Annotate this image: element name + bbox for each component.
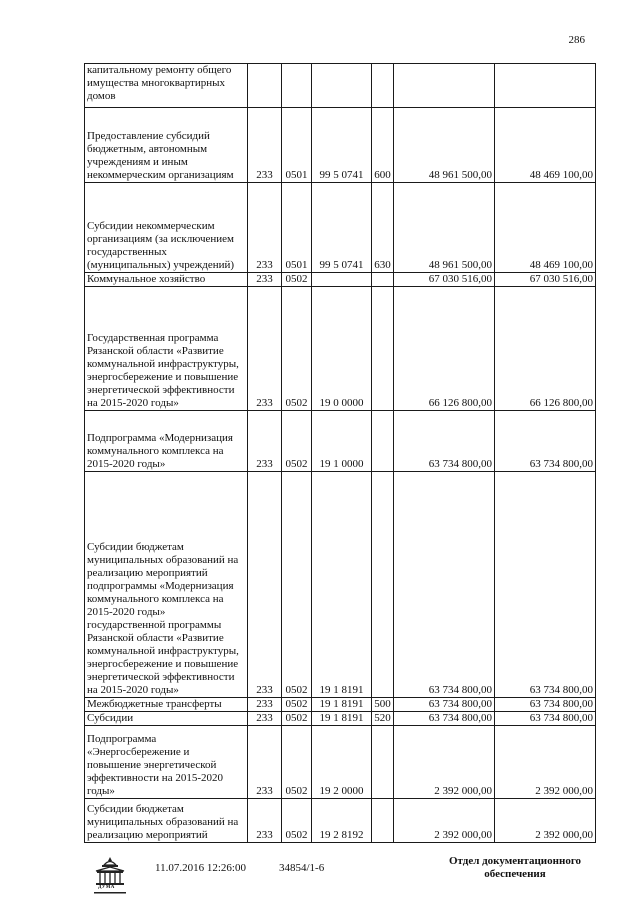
grbs-cell: 233 (248, 411, 282, 472)
expense-type-cell: 630 (372, 183, 394, 273)
duma-logo-icon (90, 855, 130, 897)
target-article-cell: 99 5 0741 (312, 108, 372, 183)
expense-type-cell (372, 726, 394, 799)
sum-2015-cell: 66 126 800,00 (394, 287, 495, 411)
target-article-cell: 19 2 8192 (312, 799, 372, 843)
target-article-cell: 19 0 0000 (312, 287, 372, 411)
section-cell: 0501 (282, 108, 312, 183)
grbs-cell: 233 (248, 273, 282, 287)
target-article-cell: 19 1 0000 (312, 411, 372, 472)
sum-2016-cell: 67 030 516,00 (495, 273, 596, 287)
sum-2015-cell: 2 392 000,00 (394, 726, 495, 799)
page-footer (0, 852, 640, 902)
sum-2016-cell: 2 392 000,00 (495, 799, 596, 843)
sum-2015-cell: 63 734 800,00 (394, 712, 495, 726)
target-article-cell: 19 2 0000 (312, 726, 372, 799)
section-cell: 0502 (282, 287, 312, 411)
table-row (85, 273, 596, 287)
grbs-cell: 233 (248, 472, 282, 698)
target-article-cell (312, 64, 372, 108)
sum-2015-cell (394, 64, 495, 108)
row-name-cell: Субсидии бюджетам муниципальных образований на реализацию мероприятий (85, 799, 248, 843)
row-name-cell: Подпрограмма «Энергосбережение и повышение энергетической эффективности на 2015-2020 годы» (85, 726, 248, 799)
expense-type-cell: 520 (372, 712, 394, 726)
grbs-cell: 233 (248, 698, 282, 712)
department-line-2: обеспечения (484, 868, 546, 880)
department-line-1: Отдел документационного (448, 855, 582, 867)
expense-type-cell (372, 799, 394, 843)
section-cell: 0502 (282, 799, 312, 843)
expense-type-cell (372, 287, 394, 411)
table-row (85, 698, 596, 712)
table-row (85, 287, 596, 411)
table-row (85, 726, 596, 799)
sum-2016-cell: 48 469 100,00 (495, 183, 596, 273)
section-cell: 0501 (282, 183, 312, 273)
table-row (85, 64, 596, 108)
timestamp: 11.07.2016 12:26:00 (155, 862, 246, 874)
table-row (85, 712, 596, 726)
grbs-cell (248, 64, 282, 108)
grbs-cell: 233 (248, 287, 282, 411)
section-cell: 0502 (282, 472, 312, 698)
sum-2016-cell (495, 64, 596, 108)
expense-type-cell: 500 (372, 698, 394, 712)
target-article-cell: 19 1 8191 (312, 472, 372, 698)
grbs-cell: 233 (248, 108, 282, 183)
row-name-cell: Субсидии бюджетам муниципальных образований на реализацию мероприятий подпрограммы «Модернизация коммунального комплекса на 2015-2020 годы» государственной программы Рязанской области «Развитие коммунальной инфраструктуры, энергосбережение и повышение энергетической эффективности на 2015-2020 годы» (85, 472, 248, 698)
row-name-cell: Коммунальное хозяйство (85, 273, 248, 287)
row-name-cell: капитальному ремонту общего имущества многоквартирных домов (85, 64, 248, 108)
row-name-cell: Субсидии некоммерческим организациям (за исключением государственных (муниципальных) учреждений) (85, 183, 248, 273)
sum-2015-cell: 63 734 800,00 (394, 698, 495, 712)
section-cell: 0502 (282, 726, 312, 799)
table-row (85, 183, 596, 273)
department-stamp (440, 855, 590, 881)
sum-2016-cell: 2 392 000,00 (495, 726, 596, 799)
section-cell: 0502 (282, 712, 312, 726)
row-name-cell: Предоставление субсидий бюджетным, автономным учреждениям и иным некоммерческим организациям (85, 108, 248, 183)
table-row (85, 799, 596, 843)
row-name-cell: Межбюджетные трансферты (85, 698, 248, 712)
row-name-cell: Государственная программа Рязанской области «Развитие коммунальной инфраструктуры, энергосбережение и повышение энергетической эффективности на 2015-2020 годы» (85, 287, 248, 411)
page-number: 286 (568, 34, 585, 46)
duma-building-icon (90, 855, 130, 897)
sum-2016-cell: 63 734 800,00 (495, 698, 596, 712)
expense-type-cell: 600 (372, 108, 394, 183)
document-number: 34854/1-6 (279, 862, 325, 874)
sum-2015-cell: 63 734 800,00 (394, 411, 495, 472)
grbs-cell: 233 (248, 712, 282, 726)
target-article-cell (312, 273, 372, 287)
grbs-cell: 233 (248, 799, 282, 843)
logo-text: ДУМА (98, 885, 115, 890)
table-row (85, 108, 596, 183)
section-cell: 0502 (282, 411, 312, 472)
target-article-cell: 19 1 8191 (312, 698, 372, 712)
sum-2015-cell: 48 961 500,00 (394, 108, 495, 183)
expense-type-cell (372, 64, 394, 108)
grbs-cell: 233 (248, 726, 282, 799)
sum-2016-cell: 63 734 800,00 (495, 712, 596, 726)
sum-2016-cell: 63 734 800,00 (495, 411, 596, 472)
sum-2016-cell: 48 469 100,00 (495, 108, 596, 183)
section-cell: 0502 (282, 698, 312, 712)
row-name-cell: Субсидии (85, 712, 248, 726)
row-name-cell: Подпрограмма «Модернизация коммунального комплекса на 2015-2020 годы» (85, 411, 248, 472)
target-article-cell: 19 1 8191 (312, 712, 372, 726)
section-cell: 0502 (282, 273, 312, 287)
sum-2015-cell: 67 030 516,00 (394, 273, 495, 287)
expense-type-cell (372, 472, 394, 698)
sum-2016-cell: 63 734 800,00 (495, 472, 596, 698)
expense-type-cell (372, 411, 394, 472)
section-cell (282, 64, 312, 108)
budget-table (84, 63, 596, 843)
table-row (85, 411, 596, 472)
sum-2015-cell: 2 392 000,00 (394, 799, 495, 843)
table-row (85, 472, 596, 698)
sum-2015-cell: 48 961 500,00 (394, 183, 495, 273)
sum-2016-cell: 66 126 800,00 (495, 287, 596, 411)
expense-type-cell (372, 273, 394, 287)
grbs-cell: 233 (248, 183, 282, 273)
target-article-cell: 99 5 0741 (312, 183, 372, 273)
sum-2015-cell: 63 734 800,00 (394, 472, 495, 698)
